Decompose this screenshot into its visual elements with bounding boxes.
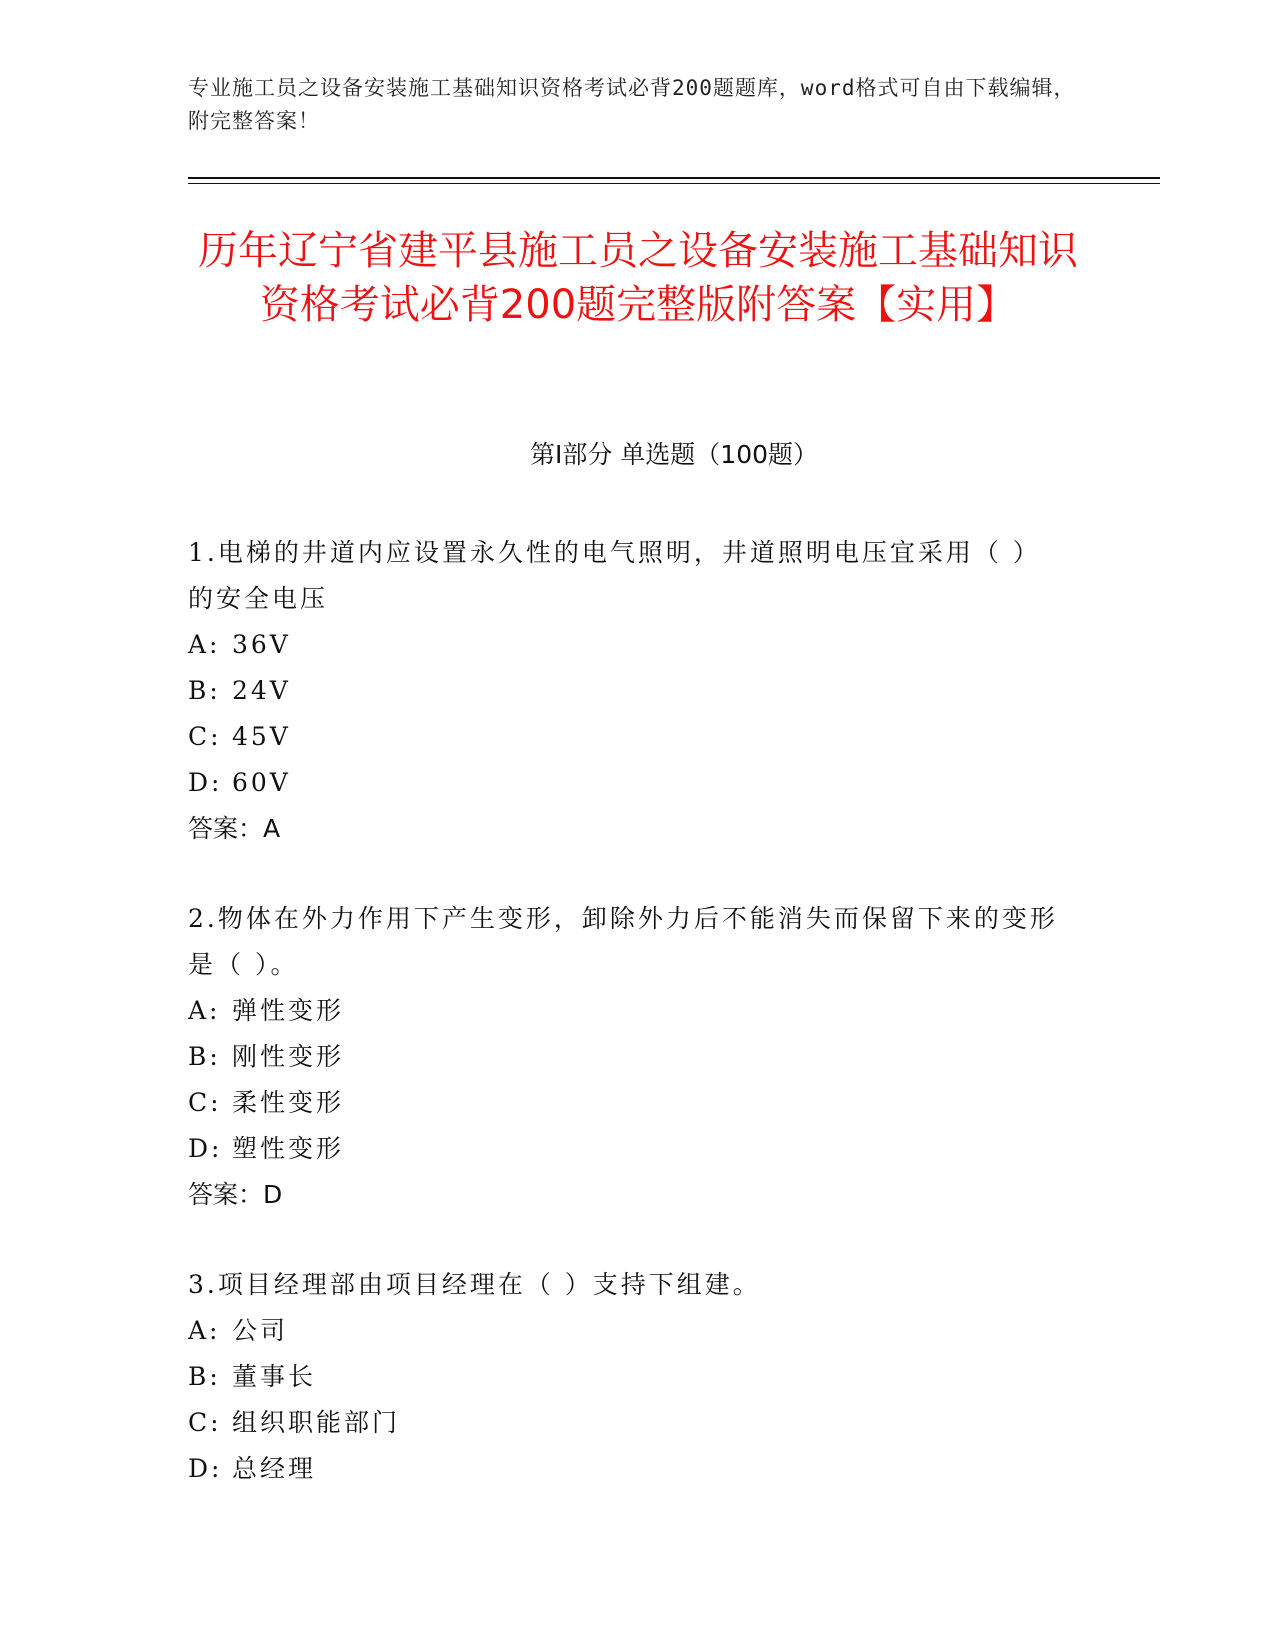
option-letter: B: bbox=[188, 676, 221, 705]
question-2 bbox=[188, 896, 1068, 1218]
option-d bbox=[188, 1126, 1068, 1172]
option-c bbox=[188, 714, 1068, 760]
option-text: 36V bbox=[232, 630, 291, 659]
option-d bbox=[188, 760, 1068, 806]
option-letter: B: bbox=[188, 1042, 221, 1071]
option-letter: A: bbox=[188, 996, 221, 1025]
question-list bbox=[188, 530, 1068, 1536]
option-text: 塑性变形 bbox=[232, 1134, 345, 1163]
answer-line: 答案：A bbox=[188, 814, 281, 843]
option-d bbox=[188, 1446, 1068, 1492]
answer-line: 答案：D bbox=[188, 1180, 283, 1209]
option-c bbox=[188, 1080, 1068, 1126]
option-text: 总经理 bbox=[232, 1454, 317, 1483]
option-letter: A: bbox=[188, 1316, 221, 1345]
option-letter: D: bbox=[188, 1454, 223, 1483]
option-text: 柔性变形 bbox=[232, 1088, 345, 1117]
option-letter: D: bbox=[188, 1134, 223, 1163]
option-text: 60V bbox=[232, 768, 291, 797]
option-letter: A: bbox=[188, 630, 221, 659]
section-heading: 第I部分 单选题（100题） bbox=[529, 440, 819, 469]
option-b bbox=[188, 668, 1068, 714]
question-1 bbox=[188, 530, 1068, 852]
header-divider-thick bbox=[188, 177, 1160, 179]
header-note: 专业施工员之设备安装施工基础知识资格考试必背200题题库，word格式可自由下载编辑，附完整答案！ bbox=[188, 76, 1076, 133]
option-text: 董事长 bbox=[232, 1362, 317, 1391]
option-b bbox=[188, 1034, 1068, 1080]
option-letter: C: bbox=[188, 722, 222, 751]
option-text: 24V bbox=[232, 676, 291, 705]
option-a bbox=[188, 988, 1068, 1034]
option-letter: C: bbox=[188, 1088, 222, 1117]
option-text: 公司 bbox=[232, 1316, 289, 1345]
option-letter: B: bbox=[188, 1362, 221, 1391]
option-c bbox=[188, 1400, 1068, 1446]
question-stem: 3.项目经理部由项目经理在（ ）支持下组建。 bbox=[188, 1270, 761, 1299]
option-text: 弹性变形 bbox=[232, 996, 345, 1025]
option-text: 组织职能部门 bbox=[232, 1408, 401, 1437]
header-divider-thin bbox=[188, 183, 1160, 184]
option-a bbox=[188, 622, 1068, 668]
option-letter: D: bbox=[188, 768, 223, 797]
option-text: 45V bbox=[232, 722, 291, 751]
option-a bbox=[188, 1308, 1068, 1354]
document-title: 历年辽宁省建平县施工员之设备安装施工基础知识资格考试必背200题完整版附答案【实用】 bbox=[198, 228, 1078, 328]
option-b bbox=[188, 1354, 1068, 1400]
option-letter: C: bbox=[188, 1408, 222, 1437]
question-3 bbox=[188, 1262, 1068, 1492]
option-text: 刚性变形 bbox=[232, 1042, 345, 1071]
question-stem: 2.物体在外力作用下产生变形，卸除外力后不能消失而保留下来的变形是（ ）。 bbox=[188, 904, 1058, 979]
question-stem: 1.电梯的井道内应设置永久性的电气照明，井道照明电压宜采用（ ）的安全电压 bbox=[188, 538, 1041, 613]
